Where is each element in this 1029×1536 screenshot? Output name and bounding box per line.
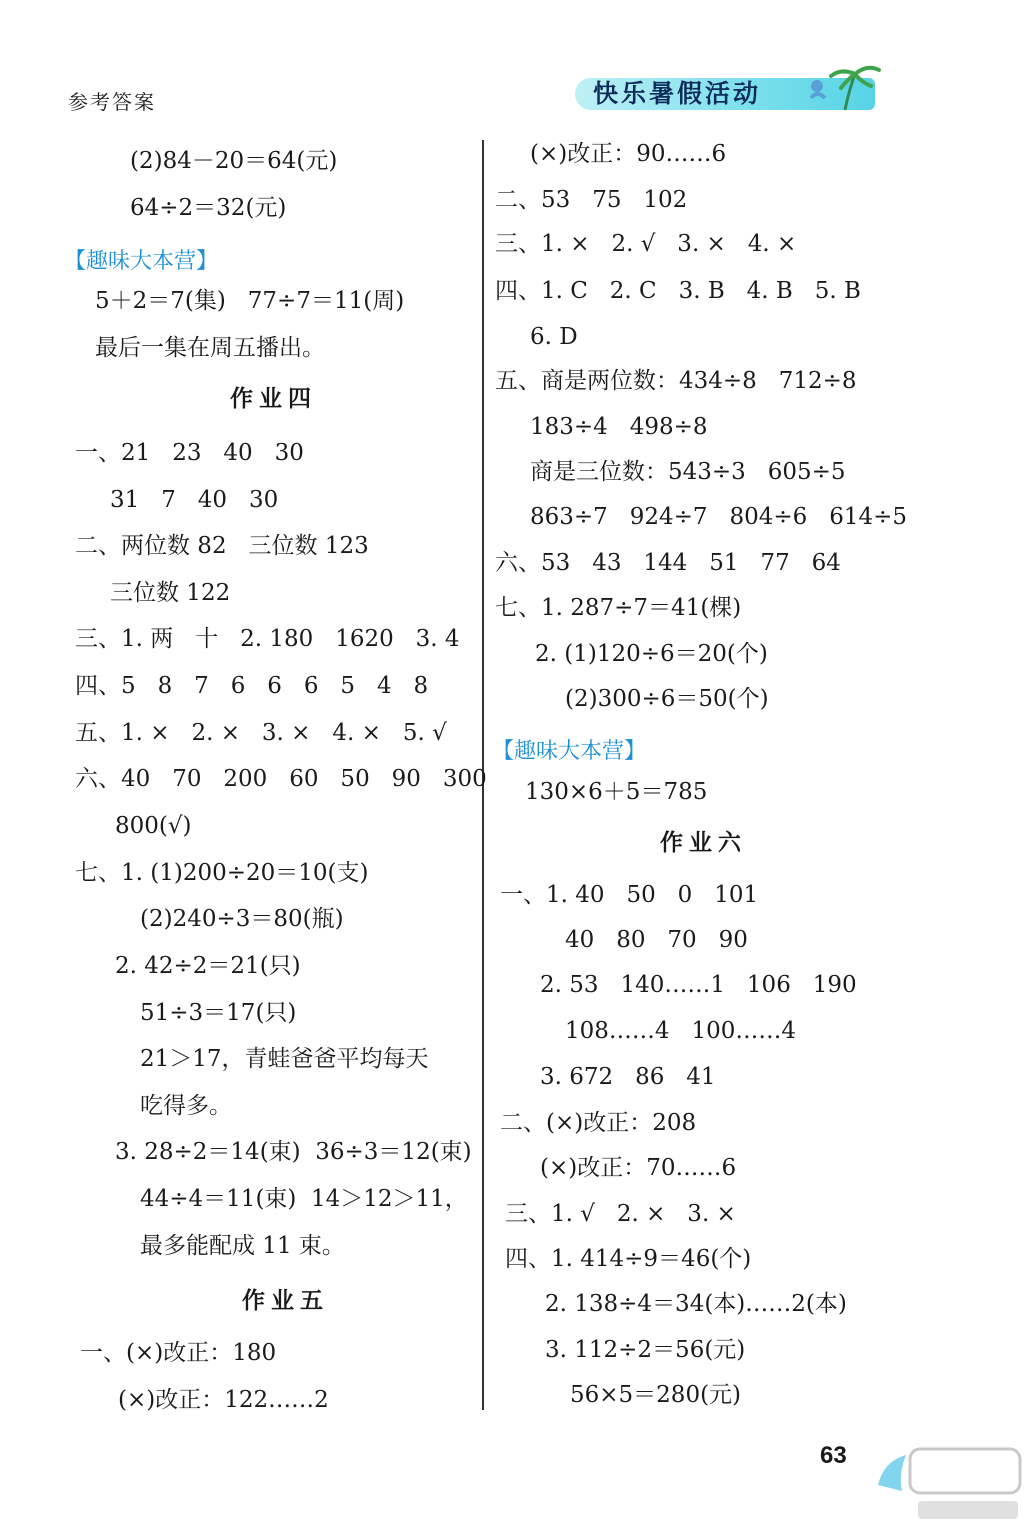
right-answer-line: 七、1. 287÷7＝41(棵)	[495, 595, 742, 621]
right-answer-line: 863÷7 924÷7 804÷6 614÷5	[530, 504, 908, 530]
left-answer-line: 四、5 8 7 6 6 6 5 4 8	[75, 673, 429, 699]
right-answer-line: 183÷4 498÷8	[530, 414, 708, 440]
page-number: 63	[820, 1442, 847, 1469]
section-heading: 作业五	[242, 1288, 329, 1314]
right-answer-line: 三、1. √ 2. × 3. ×	[505, 1201, 736, 1227]
left-answer-line: 44÷4＝11(束) 14＞12＞11，	[140, 1186, 468, 1212]
left-answer-line: 五、1. × 2. × 3. × 4. × 5. √	[75, 720, 447, 746]
left-answer-line: 64÷2＝32(元)	[130, 195, 287, 221]
left-answer-line: 七、1. (1)200÷20＝10(支)	[75, 860, 369, 886]
section-heading: 作业四	[230, 386, 317, 412]
left-answer-line: 31 7 40 30	[110, 487, 279, 513]
right-answer-line: (×)改正：90……6	[530, 141, 727, 167]
right-answer-line: 商是三位数：543÷3 605÷5	[530, 459, 846, 485]
left-answer-line: 800(√)	[115, 813, 192, 839]
section-heading: 作业六	[660, 830, 747, 856]
right-answer-line: 二、(×)改正：208	[500, 1110, 697, 1136]
right-answer-line: 四、1. 414÷9＝46(个)	[505, 1246, 752, 1272]
right-answer-line: 一、1. 40 50 0 101	[500, 882, 759, 908]
right-answer-line: 六、53 43 144 51 77 64	[495, 550, 841, 576]
left-answer-line: 一、21 23 40 30	[75, 440, 304, 466]
left-answer-line: 21＞17，青蛙爸爸平均每天	[140, 1046, 429, 1072]
right-answer-line: (×)改正：70……6	[540, 1155, 737, 1181]
right-answer-line: 6. D	[530, 324, 578, 350]
left-answer-line: (×)改正：122……2	[118, 1387, 329, 1413]
banner-title: 快乐暑假活动	[593, 79, 762, 108]
palm-tree-icon	[801, 64, 881, 112]
left-answer-line: 3. 28÷2＝14(束) 36÷3＝12(束)	[115, 1139, 472, 1165]
left-answer-line: 5＋2＝7(集) 77÷7＝11(周)	[95, 288, 405, 314]
right-answer-line: 2. 53 140……1 106 190	[540, 972, 857, 998]
section-tag: 【趣味大本营】	[492, 739, 647, 764]
right-answer-line: 2. 138÷4＝34(本)……2(本)	[545, 1291, 847, 1317]
right-answer-line: 二、53 75 102	[495, 187, 688, 213]
right-answer-line: 2. (1)120÷6＝20(个)	[535, 641, 768, 667]
right-answer-line: 3. 672 86 41	[540, 1064, 716, 1090]
title-banner	[575, 70, 885, 112]
left-answer-line: 二、两位数 82 三位数 123	[75, 533, 369, 559]
right-answer-line: 3. 112÷2＝56(元)	[545, 1337, 746, 1363]
right-answer-line: (2)300÷6＝50(个)	[565, 686, 769, 712]
section-tag: 【趣味大本营】	[64, 249, 219, 274]
header-label: 参考答案	[68, 90, 156, 114]
left-answer-line: 六、40 70 200 60 50 90 300	[75, 766, 487, 792]
watermark-logo	[858, 1425, 1023, 1525]
right-answer-line: 108……4 100……4	[565, 1018, 796, 1044]
right-answer-line: 130×6＋5＝785	[525, 779, 708, 805]
left-answer-line: 最后一集在周五播出。	[95, 335, 325, 361]
right-answer-line: 四、1. C 2. C 3. B 4. B 5. B	[495, 278, 861, 304]
left-answer-line: 三、1. 两 十 2. 180 1620 3. 4	[75, 626, 460, 652]
left-answer-line: 三位数 122	[110, 580, 231, 606]
left-answer-line: 51÷3＝17(只)	[140, 1000, 297, 1026]
left-answer-line: 一、(×)改正：180	[80, 1340, 277, 1366]
right-answer-line: 五、商是两位数：434÷8 712÷8	[495, 368, 857, 394]
left-answer-line: 最多能配成 11 束。	[140, 1233, 345, 1259]
right-answer-line: 40 80 70 90	[565, 927, 748, 953]
right-answer-line: 三、1. × 2. √ 3. × 4. ×	[495, 231, 797, 257]
left-answer-line: (2)240÷3＝80(瓶)	[140, 906, 344, 932]
left-answer-line: 吃得多。	[140, 1093, 232, 1119]
left-answer-line: 2. 42÷2＝21(只)	[115, 953, 301, 979]
left-answer-line: (2)84－20＝64(元)	[130, 148, 338, 174]
right-answer-line: 56×5＝280(元)	[570, 1382, 742, 1408]
